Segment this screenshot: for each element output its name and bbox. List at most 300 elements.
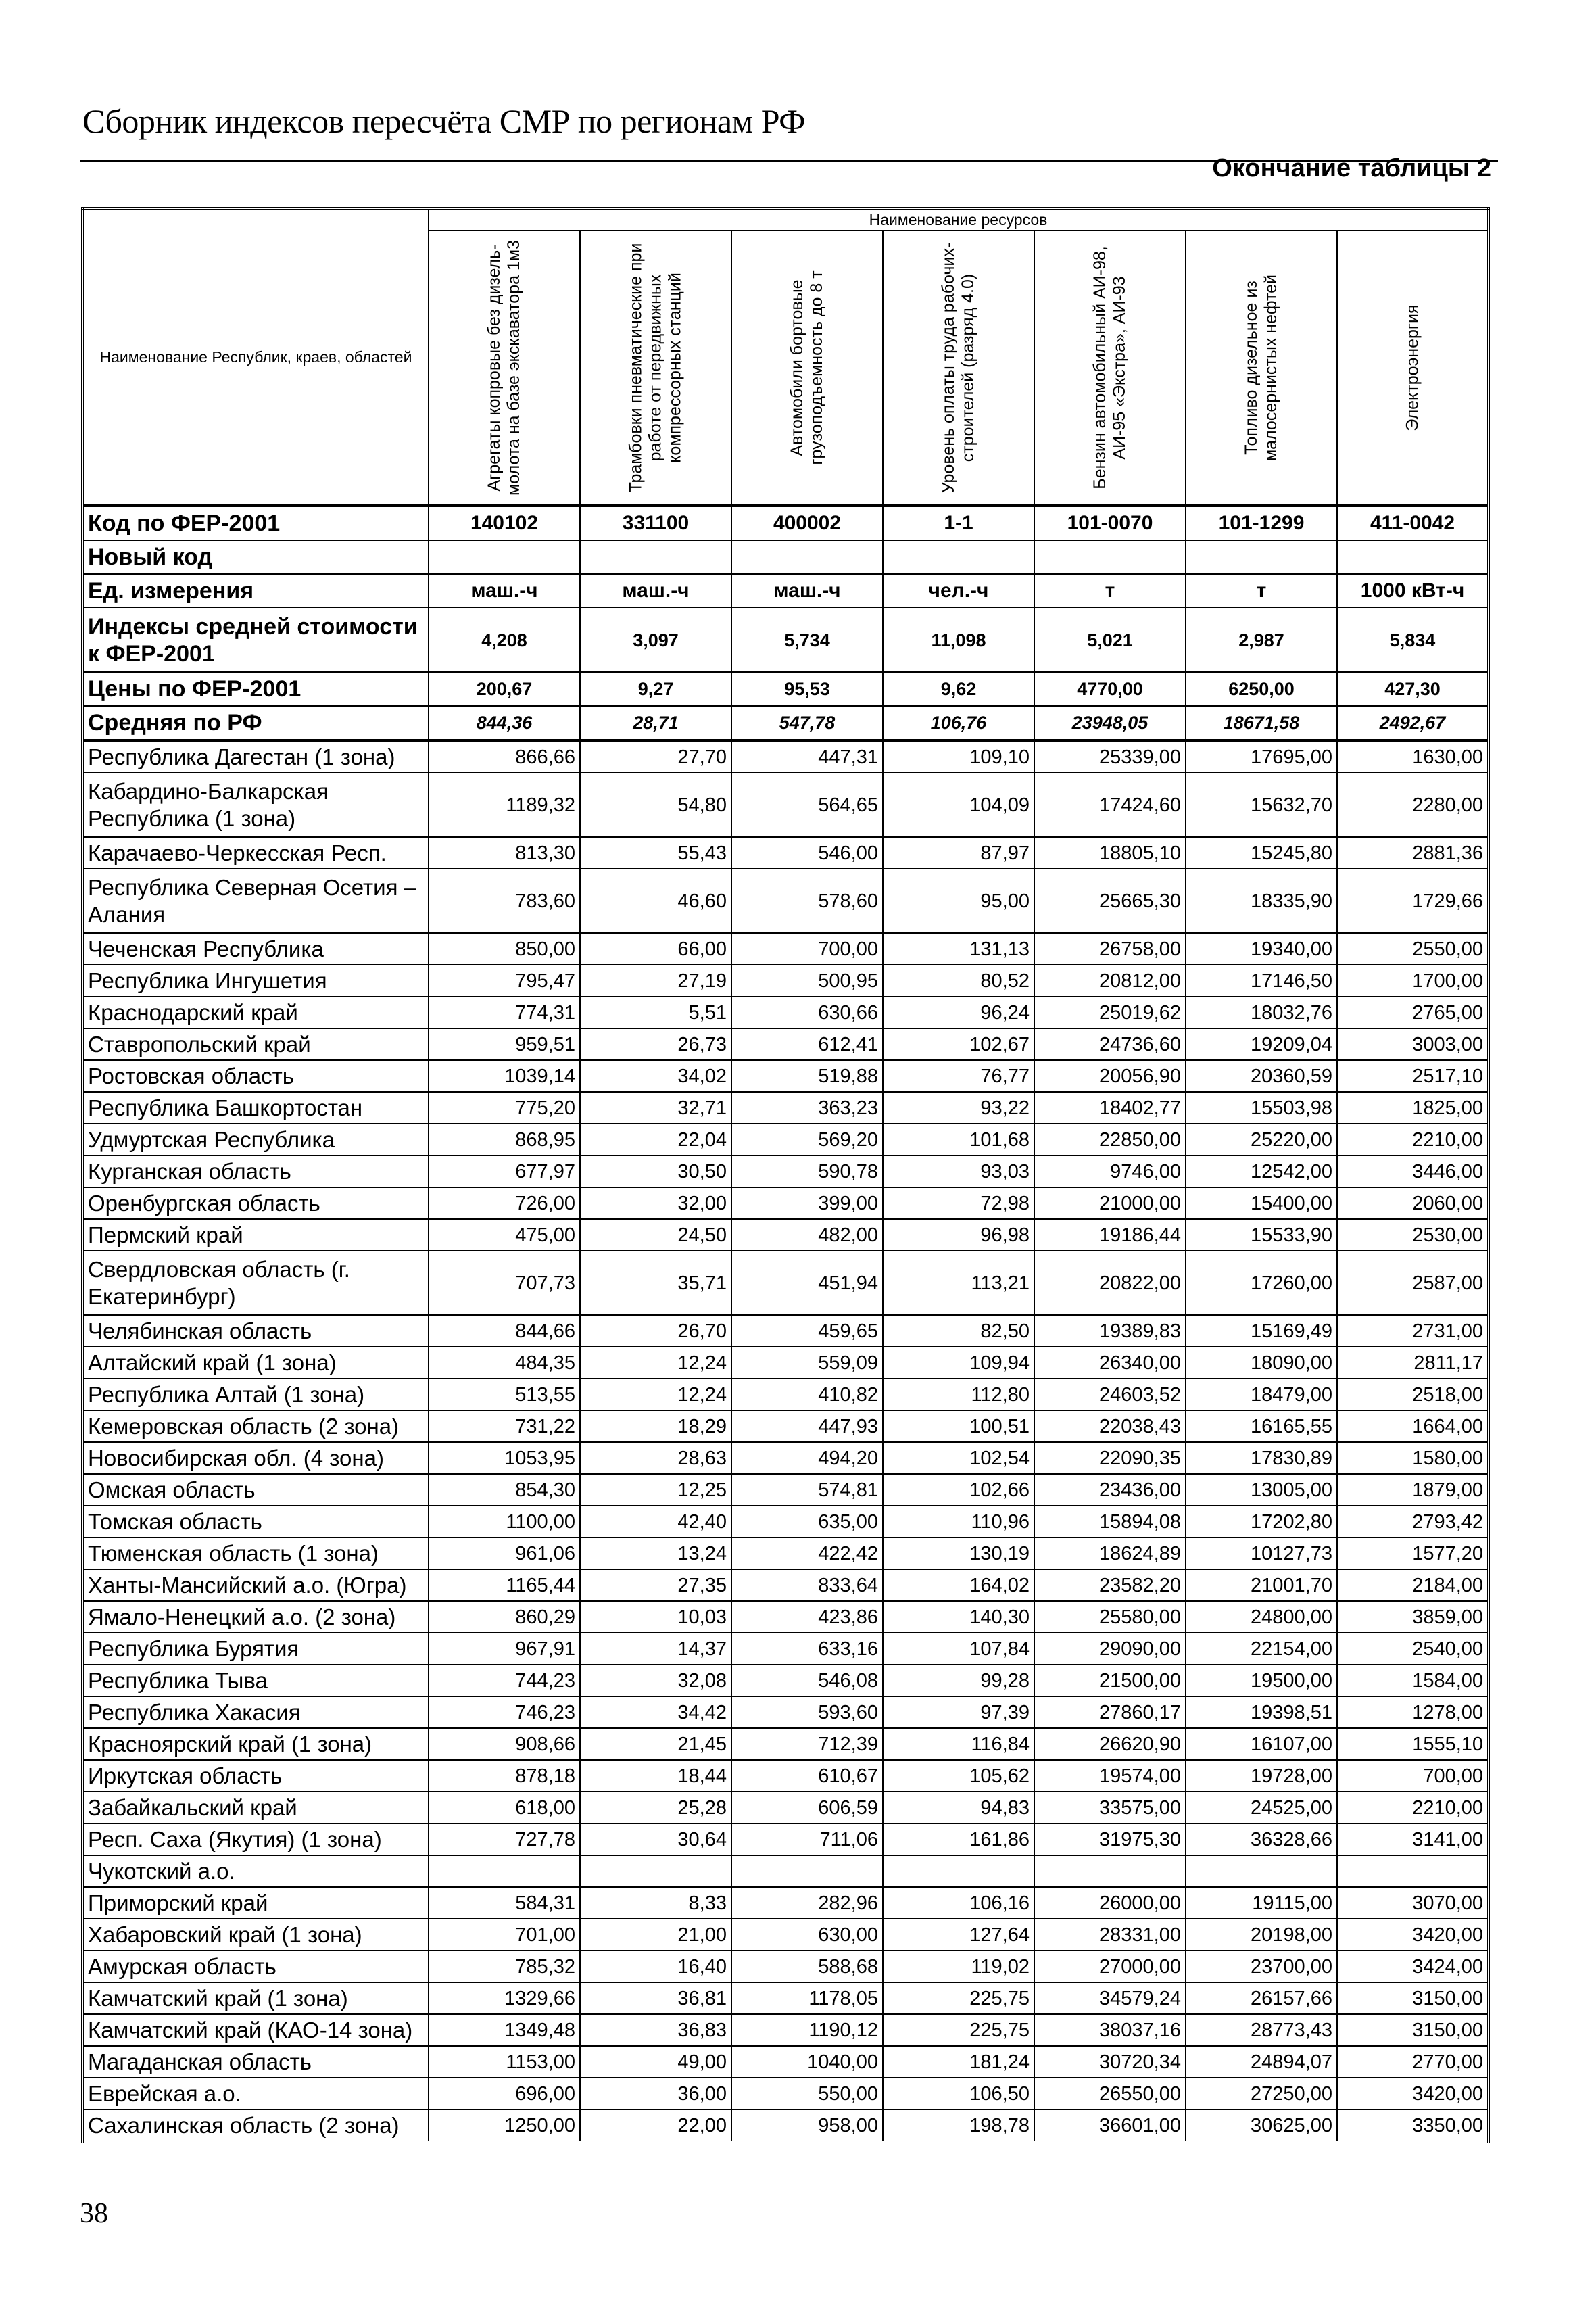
meta-cell (883, 540, 1034, 574)
value-cell: 1053,95 (429, 1442, 580, 1474)
region-name: Республика Дагестан (1 зона) (82, 740, 429, 773)
meta-cell: маш.-ч (731, 574, 883, 608)
value-cell: 36,81 (580, 1982, 731, 2014)
value-cell: 519,88 (731, 1060, 883, 1092)
value-cell: 3424,00 (1337, 1951, 1489, 1982)
value-cell: 2731,00 (1337, 1315, 1489, 1347)
value-cell: 1178,05 (731, 1982, 883, 2014)
value-cell: 422,42 (731, 1537, 883, 1569)
value-cell: 35,71 (580, 1251, 731, 1315)
region-name: Камчатский край (КАО-14 зона) (82, 2014, 429, 2046)
page-number: 38 (80, 2198, 108, 2229)
region-name: Красноярский край (1 зона) (82, 1728, 429, 1760)
meta-cell: 4,208 (429, 608, 580, 672)
value-cell: 28773,43 (1186, 2014, 1337, 2046)
value-cell (883, 1855, 1034, 1887)
value-cell: 2210,00 (1337, 1792, 1489, 1823)
meta-cell (1186, 540, 1337, 574)
table-row (82, 1569, 1489, 1601)
value-cell: 113,21 (883, 1251, 1034, 1315)
value-cell: 164,02 (883, 1569, 1034, 1601)
region-name: Алтайский край (1 зона) (82, 1347, 429, 1379)
value-cell: 93,22 (883, 1092, 1034, 1124)
region-name: Приморский край (82, 1887, 429, 1919)
region-name: Тюменская область (1 зона) (82, 1537, 429, 1569)
value-cell: 25665,30 (1034, 869, 1186, 933)
fer-code-row (82, 506, 1489, 540)
meta-cell: 5,734 (731, 608, 883, 672)
value-cell: 1039,14 (429, 1060, 580, 1092)
rf-average-row (82, 706, 1489, 740)
value-cell: 475,00 (429, 1219, 580, 1251)
new-code-row (82, 540, 1489, 574)
value-cell: 1278,00 (1337, 1696, 1489, 1728)
value-cell: 701,00 (429, 1919, 580, 1951)
table-row (82, 1060, 1489, 1092)
value-cell: 27250,00 (1186, 2078, 1337, 2109)
value-cell: 1250,00 (429, 2109, 580, 2142)
region-name: Новосибирская обл. (4 зона) (82, 1442, 429, 1474)
meta-cell: 1000 кВт-ч (1337, 574, 1489, 608)
meta-cell: 411-0042 (1337, 506, 1489, 540)
table-row (82, 965, 1489, 997)
value-cell: 36,00 (580, 2078, 731, 2109)
value-cell: 22,00 (580, 2109, 731, 2142)
resource-column-label: Автомобили бортовые грузоподъемность до 8 т (788, 270, 826, 465)
value-cell: 564,65 (731, 773, 883, 837)
value-cell: 482,00 (731, 1219, 883, 1251)
value-cell: 30625,00 (1186, 2109, 1337, 2142)
resource-column-label: Топливо дизельное из малосернистых нефтей (1242, 274, 1280, 462)
table-row (82, 1728, 1489, 1760)
meta-cell: 5,021 (1034, 608, 1186, 672)
value-cell: 630,00 (731, 1919, 883, 1951)
meta-cell: 101-0070 (1034, 506, 1186, 540)
value-cell: 38037,16 (1034, 2014, 1186, 2046)
value-cell: 727,78 (429, 1823, 580, 1855)
value-cell: 17424,60 (1034, 773, 1186, 837)
meta-cell: 1-1 (883, 506, 1034, 540)
value-cell: 105,62 (883, 1760, 1034, 1792)
value-cell: 2518,00 (1337, 1379, 1489, 1410)
value-cell: 119,02 (883, 1951, 1034, 1982)
value-cell: 26550,00 (1034, 2078, 1186, 2109)
value-cell: 30,50 (580, 1155, 731, 1187)
value-cell: 49,00 (580, 2046, 731, 2078)
value-cell: 10127,73 (1186, 1537, 1337, 1569)
table-row (82, 1219, 1489, 1251)
table-row (82, 1887, 1489, 1919)
value-cell: 24525,00 (1186, 1792, 1337, 1823)
value-cell: 546,08 (731, 1665, 883, 1696)
meta-cell: 200,67 (429, 672, 580, 706)
table-row (82, 869, 1489, 933)
value-cell: 104,09 (883, 773, 1034, 837)
value-cell: 97,39 (883, 1696, 1034, 1728)
value-cell: 700,00 (731, 933, 883, 965)
value-cell: 17202,80 (1186, 1506, 1337, 1537)
value-cell: 16107,00 (1186, 1728, 1337, 1760)
value-cell: 399,00 (731, 1187, 883, 1219)
value-cell: 87,97 (883, 837, 1034, 869)
table-row (82, 933, 1489, 965)
table-row (82, 1601, 1489, 1633)
value-cell: 100,51 (883, 1410, 1034, 1442)
value-cell: 23436,00 (1034, 1474, 1186, 1506)
value-cell: 484,35 (429, 1347, 580, 1379)
meta-cell: 4770,00 (1034, 672, 1186, 706)
value-cell: 2280,00 (1337, 773, 1489, 837)
table-row (82, 1124, 1489, 1155)
region-name: Челябинская область (82, 1315, 429, 1347)
value-cell: 12,24 (580, 1347, 731, 1379)
table-row (82, 1442, 1489, 1474)
value-cell: 106,16 (883, 1887, 1034, 1919)
value-cell: 1879,00 (1337, 1474, 1489, 1506)
value-cell: 96,24 (883, 997, 1034, 1028)
region-name: Забайкальский край (82, 1792, 429, 1823)
value-cell: 513,55 (429, 1379, 580, 1410)
meta-cell: 140102 (429, 506, 580, 540)
table-row (82, 2078, 1489, 2109)
value-cell: 225,75 (883, 2014, 1034, 2046)
value-cell: 26758,00 (1034, 933, 1186, 965)
value-cell: 1329,66 (429, 1982, 580, 2014)
value-cell: 102,54 (883, 1442, 1034, 1474)
meta-cell (429, 540, 580, 574)
value-cell: 18032,76 (1186, 997, 1337, 1028)
table-row (82, 1379, 1489, 1410)
table-row (82, 1506, 1489, 1537)
value-cell: 109,10 (883, 740, 1034, 773)
value-cell: 94,83 (883, 1792, 1034, 1823)
value-cell: 34,02 (580, 1060, 731, 1092)
meta-cell: 331100 (580, 506, 731, 540)
meta-cell: 101-1299 (1186, 506, 1337, 540)
value-cell: 1664,00 (1337, 1410, 1489, 1442)
value-cell: 110,96 (883, 1506, 1034, 1537)
value-cell: 99,28 (883, 1665, 1034, 1696)
value-cell: 18,44 (580, 1760, 731, 1792)
value-cell: 959,51 (429, 1028, 580, 1060)
value-cell: 19209,04 (1186, 1028, 1337, 1060)
value-cell: 696,00 (429, 2078, 580, 2109)
value-cell: 1729,66 (1337, 869, 1489, 933)
table-row (82, 1982, 1489, 2014)
meta-cell: 9,27 (580, 672, 731, 706)
value-cell: 30,64 (580, 1823, 731, 1855)
value-cell: 451,94 (731, 1251, 883, 1315)
resource-column-label: Электроэнергия (1403, 304, 1422, 431)
value-cell: 131,13 (883, 933, 1034, 965)
region-name: Томская область (82, 1506, 429, 1537)
value-cell: 13005,00 (1186, 1474, 1337, 1506)
table-row (82, 1951, 1489, 1982)
value-cell: 15400,00 (1186, 1187, 1337, 1219)
value-cell: 844,66 (429, 1315, 580, 1347)
value-cell: 961,06 (429, 1537, 580, 1569)
value-cell: 36601,00 (1034, 2109, 1186, 2142)
row-label: Код по ФЕР-2001 (82, 506, 429, 540)
value-cell: 19186,44 (1034, 1219, 1186, 1251)
value-cell: 23582,20 (1034, 1569, 1186, 1601)
resources-group-header: Наименование ресурсов (429, 208, 1489, 231)
value-cell: 2210,00 (1337, 1124, 1489, 1155)
value-cell: 2060,00 (1337, 1187, 1489, 1219)
value-cell: 423,86 (731, 1601, 883, 1633)
meta-cell: 400002 (731, 506, 883, 540)
value-cell: 102,67 (883, 1028, 1034, 1060)
value-cell: 1555,10 (1337, 1728, 1489, 1760)
value-cell: 1040,00 (731, 2046, 883, 2078)
value-cell: 711,06 (731, 1823, 883, 1855)
table-row (82, 1919, 1489, 1951)
meta-cell: 9,62 (883, 672, 1034, 706)
meta-cell: 2,987 (1186, 608, 1337, 672)
value-cell: 93,03 (883, 1155, 1034, 1187)
meta-cell: 5,834 (1337, 608, 1489, 672)
region-column-header: Наименование Республик, краев, областей (82, 208, 429, 506)
value-cell: 3420,00 (1337, 2078, 1489, 2109)
table-row (82, 1251, 1489, 1315)
meta-cell: 6250,00 (1186, 672, 1337, 706)
value-cell: 42,40 (580, 1506, 731, 1537)
table-row (82, 1474, 1489, 1506)
meta-cell (731, 540, 883, 574)
value-cell: 813,30 (429, 837, 580, 869)
meta-cell (1337, 540, 1489, 574)
value-cell: 1577,20 (1337, 1537, 1489, 1569)
value-cell: 96,98 (883, 1219, 1034, 1251)
page-header: Сборник индексов пересчёта СМР по регионам РФ (82, 102, 806, 140)
value-cell: 25339,00 (1034, 740, 1186, 773)
region-name: Сахалинская область (2 зона) (82, 2109, 429, 2142)
region-name: Республика Ингушетия (82, 965, 429, 997)
value-cell: 15503,98 (1186, 1092, 1337, 1124)
region-name: Иркутская область (82, 1760, 429, 1792)
value-cell: 3859,00 (1337, 1601, 1489, 1633)
value-cell: 21500,00 (1034, 1665, 1186, 1696)
value-cell: 410,82 (731, 1379, 883, 1410)
value-cell: 3150,00 (1337, 2014, 1489, 2046)
region-name: Пермский край (82, 1219, 429, 1251)
meta-cell: т (1186, 574, 1337, 608)
value-cell: 181,24 (883, 2046, 1034, 2078)
table-row (82, 1315, 1489, 1347)
value-cell: 1165,44 (429, 1569, 580, 1601)
value-cell: 28,63 (580, 1442, 731, 1474)
value-cell: 546,00 (731, 837, 883, 869)
value-cell: 1825,00 (1337, 1092, 1489, 1124)
value-cell: 36328,66 (1186, 1823, 1337, 1855)
meta-cell: маш.-ч (580, 574, 731, 608)
value-cell: 731,22 (429, 1410, 580, 1442)
value-cell: 2530,00 (1337, 1219, 1489, 1251)
value-cell: 635,00 (731, 1506, 883, 1537)
value-cell: 19398,51 (1186, 1696, 1337, 1728)
table-row (82, 1665, 1489, 1696)
table-row (82, 837, 1489, 869)
value-cell: 860,29 (429, 1601, 580, 1633)
value-cell: 3420,00 (1337, 1919, 1489, 1951)
value-cell: 878,18 (429, 1760, 580, 1792)
value-cell: 198,78 (883, 2109, 1034, 2142)
value-cell: 27,70 (580, 740, 731, 773)
row-label: Новый код (82, 540, 429, 574)
value-cell: 3070,00 (1337, 1887, 1489, 1919)
region-name: Карачаево-Черкесская Респ. (82, 837, 429, 869)
meta-cell: 106,76 (883, 706, 1034, 740)
meta-cell: 28,71 (580, 706, 731, 740)
value-cell: 712,39 (731, 1728, 883, 1760)
region-name: Магаданская область (82, 2046, 429, 2078)
value-cell: 707,73 (429, 1251, 580, 1315)
region-name: Курганская область (82, 1155, 429, 1187)
table-row (82, 1092, 1489, 1124)
value-cell: 26,70 (580, 1315, 731, 1347)
region-name: Республика Северная Осетия – Алания (82, 869, 429, 933)
value-cell: 1100,00 (429, 1506, 580, 1537)
value-cell: 8,33 (580, 1887, 731, 1919)
meta-cell: 95,53 (731, 672, 883, 706)
value-cell: 2770,00 (1337, 2046, 1489, 2078)
value-cell: 27000,00 (1034, 1951, 1186, 1982)
value-cell: 17260,00 (1186, 1251, 1337, 1315)
table-row (82, 2046, 1489, 2078)
resource-column-header (1337, 231, 1489, 506)
resource-column-header (883, 231, 1034, 506)
value-cell: 606,59 (731, 1792, 883, 1823)
value-cell (731, 1855, 883, 1887)
value-cell: 54,80 (580, 773, 731, 837)
table-row (82, 1537, 1489, 1569)
value-cell: 3141,00 (1337, 1823, 1489, 1855)
table-row (82, 2109, 1489, 2142)
value-cell (1034, 1855, 1186, 1887)
value-cell: 20822,00 (1034, 1251, 1186, 1315)
price-index-row (82, 608, 1489, 672)
row-label: Цены по ФЕР-2001 (82, 672, 429, 706)
value-cell: 2881,36 (1337, 837, 1489, 869)
region-name: Ставропольский край (82, 1028, 429, 1060)
resource-column-header (1186, 231, 1337, 506)
region-name: Ямало-Ненецкий а.о. (2 зона) (82, 1601, 429, 1633)
value-cell: 26620,90 (1034, 1728, 1186, 1760)
value-cell (1337, 1855, 1489, 1887)
index-table (81, 207, 1490, 2143)
value-cell: 24603,52 (1034, 1379, 1186, 1410)
value-cell: 34,42 (580, 1696, 731, 1728)
value-cell: 76,77 (883, 1060, 1034, 1092)
meta-cell: 18671,58 (1186, 706, 1337, 740)
value-cell: 82,50 (883, 1315, 1034, 1347)
value-cell: 19340,00 (1186, 933, 1337, 965)
value-cell: 95,00 (883, 869, 1034, 933)
value-cell (580, 1855, 731, 1887)
value-cell: 25580,00 (1034, 1601, 1186, 1633)
meta-cell: т (1034, 574, 1186, 608)
value-cell: 106,50 (883, 2078, 1034, 2109)
value-cell: 109,94 (883, 1347, 1034, 1379)
resource-column-label: Бензин автомобильный АИ-98, АИ-95 «Экстра», АИ-93 (1090, 246, 1129, 490)
value-cell: 18402,77 (1034, 1092, 1186, 1124)
value-cell: 21001,70 (1186, 1569, 1337, 1601)
value-cell: 36,83 (580, 2014, 731, 2046)
value-cell: 32,71 (580, 1092, 731, 1124)
value-cell: 32,00 (580, 1187, 731, 1219)
value-cell: 18090,00 (1186, 1347, 1337, 1379)
value-cell: 26,73 (580, 1028, 731, 1060)
value-cell: 12,25 (580, 1474, 731, 1506)
region-name: Оренбургская область (82, 1187, 429, 1219)
value-cell: 17830,89 (1186, 1442, 1337, 1474)
value-cell: 2811,17 (1337, 1347, 1489, 1379)
value-cell: 161,86 (883, 1823, 1034, 1855)
value-cell: 1584,00 (1337, 1665, 1489, 1696)
value-cell: 5,51 (580, 997, 731, 1028)
value-cell: 31975,30 (1034, 1823, 1186, 1855)
region-name: Республика Алтай (1 зона) (82, 1379, 429, 1410)
table-row (82, 1633, 1489, 1665)
value-cell: 20198,00 (1186, 1919, 1337, 1951)
row-label: Ед. измерения (82, 574, 429, 608)
value-cell: 15245,80 (1186, 837, 1337, 869)
table-row (82, 740, 1489, 773)
value-cell: 559,09 (731, 1347, 883, 1379)
value-cell: 101,68 (883, 1124, 1034, 1155)
value-cell: 22038,43 (1034, 1410, 1186, 1442)
value-cell: 26157,66 (1186, 1982, 1337, 2014)
value-cell: 783,60 (429, 869, 580, 933)
value-cell: 850,00 (429, 933, 580, 965)
value-cell: 2540,00 (1337, 1633, 1489, 1665)
value-cell: 19574,00 (1034, 1760, 1186, 1792)
value-cell: 107,84 (883, 1633, 1034, 1665)
value-cell: 18624,89 (1034, 1537, 1186, 1569)
value-cell: 3446,00 (1337, 1155, 1489, 1187)
value-cell: 28331,00 (1034, 1919, 1186, 1951)
value-cell: 16165,55 (1186, 1410, 1337, 1442)
value-cell: 578,60 (731, 869, 883, 933)
value-cell: 127,64 (883, 1919, 1034, 1951)
value-cell: 726,00 (429, 1187, 580, 1219)
region-name: Краснодарский край (82, 997, 429, 1028)
value-cell: 868,95 (429, 1124, 580, 1155)
table-row (82, 1028, 1489, 1060)
value-cell: 18479,00 (1186, 1379, 1337, 1410)
value-cell: 140,30 (883, 1601, 1034, 1633)
value-cell: 26000,00 (1034, 1887, 1186, 1919)
region-name: Ханты-Мансийский а.о. (Югра) (82, 1569, 429, 1601)
value-cell: 112,80 (883, 1379, 1034, 1410)
value-cell: 21,45 (580, 1728, 731, 1760)
region-name: Камчатский край (1 зона) (82, 1982, 429, 2014)
resource-column-label: Уровень оплаты труда рабочих-строителей (разряд 4.0) (939, 242, 977, 494)
region-name: Удмуртская Республика (82, 1124, 429, 1155)
region-name: Респ. Саха (Якутия) (1 зона) (82, 1823, 429, 1855)
value-cell: 2184,00 (1337, 1569, 1489, 1601)
value-cell: 833,64 (731, 1569, 883, 1601)
table-caption: Окончание таблицы 2 (1212, 154, 1491, 183)
value-cell: 34579,24 (1034, 1982, 1186, 2014)
value-cell: 2550,00 (1337, 933, 1489, 965)
value-cell: 630,66 (731, 997, 883, 1028)
value-cell: 908,66 (429, 1728, 580, 1760)
value-cell: 550,00 (731, 2078, 883, 2109)
region-name: Кемеровская область (2 зона) (82, 1410, 429, 1442)
value-cell: 19389,83 (1034, 1315, 1186, 1347)
value-cell: 30720,34 (1034, 2046, 1186, 2078)
